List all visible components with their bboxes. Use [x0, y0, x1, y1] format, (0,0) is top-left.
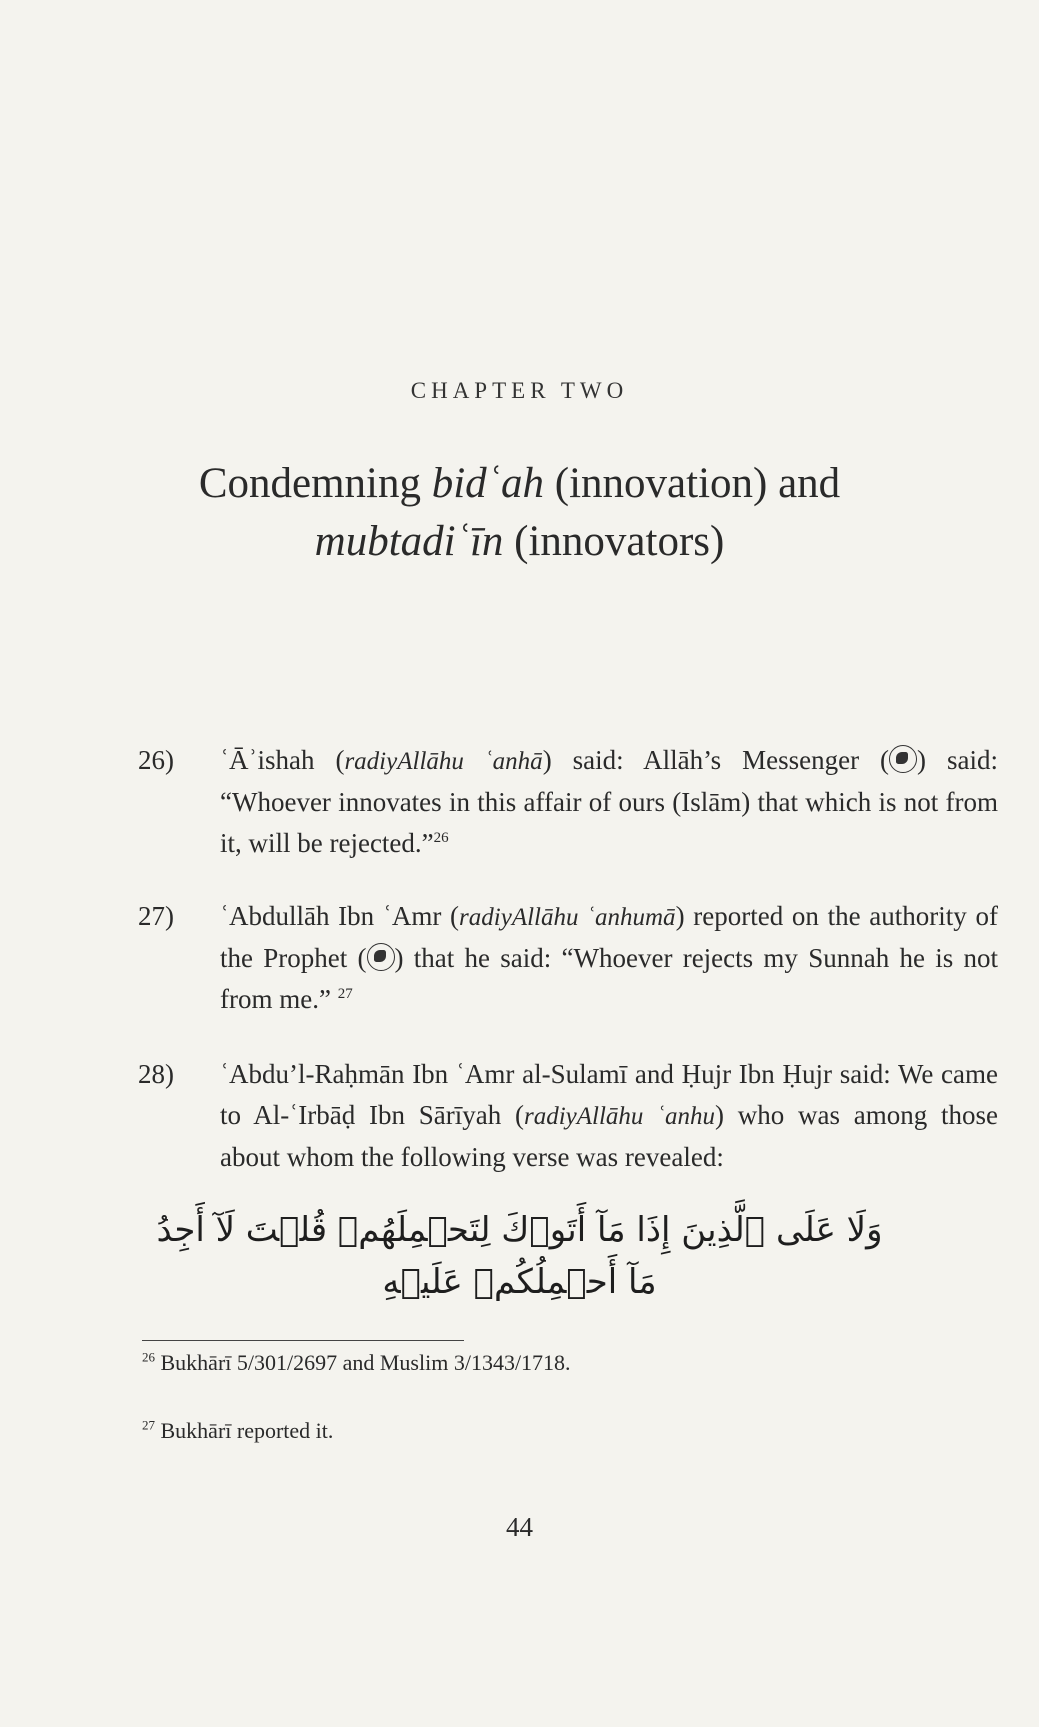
hadith-number: 28)	[138, 1059, 174, 1089]
salawat-icon	[889, 745, 917, 773]
hadith-text	[220, 1054, 998, 1178]
quran-verse-line-1: وَلَا عَلَى ٱلَّذِينَ إِذَا مَآ أَتَوۡكَ لِتَحۡمِلَهُمۡ قُلۡتَ لَآ أَجِدُ	[156, 1210, 883, 1250]
hadith-number: 26)	[138, 745, 174, 775]
footnote-26	[142, 1350, 571, 1376]
footnote-number: 27	[142, 1417, 155, 1433]
hadith-number: 27)	[138, 901, 174, 931]
chapter-title	[0, 455, 1039, 571]
honorific: radiyAllāhu ʿanhu	[523, 1103, 715, 1130]
footnote-text: Bukhārī reported it.	[155, 1418, 334, 1443]
footnote-number: 26	[142, 1349, 155, 1365]
hadith-text-part: ) that he said: “Whoever rejects my Sunnah he is not from me.”	[220, 943, 998, 1014]
hadith-text-part: ) reported on the authority of the Prophet (	[220, 901, 998, 973]
hadith-text-part: ) said: Allāh’s Messenger (	[542, 745, 890, 775]
hadith-text-part: ʿĀʾishah (	[220, 745, 345, 775]
chapter-title-term: bidʿah	[431, 460, 545, 507]
chapter-title-part: (innovators)	[503, 518, 725, 565]
honorific: radiyAllāhu ʿanhā	[344, 748, 543, 775]
page-number: 44	[506, 1512, 533, 1542]
quran-verse-line-2: مَآ أَحۡمِلُكُمۡ عَلَيۡهِ	[382, 1262, 657, 1302]
chapter-title-term: mubtadiʿīn	[314, 518, 504, 565]
chapter-title-part: Condemning	[198, 460, 432, 507]
hadith-text	[220, 896, 998, 1020]
hadith-text-part: ) who was among those about whom the following verse was revealed:	[220, 1100, 998, 1172]
chapter-title-part: (innovation) and	[544, 460, 841, 507]
footnote-text: Bukhārī 5/301/2697 and Muslim 3/1343/1718.	[155, 1350, 571, 1375]
footnote-divider	[142, 1340, 464, 1341]
hadith-text-part: ʿAbdu’l-Raḥmān Ibn ʿAmr al-Sulamī and Ḥujr Ibn Ḥujr said: We came to Al-ʿIrbāḍ Ibn Sārīyah (	[220, 1059, 998, 1130]
hadith-text-part: ʿAbdullāh Ibn ʿAmr (	[220, 901, 460, 931]
salawat-icon	[367, 943, 395, 971]
honorific: radiyAllāhu ʿanhumā	[459, 904, 676, 931]
footnote-27	[142, 1418, 333, 1444]
chapter-label: CHAPTER TWO	[410, 378, 629, 403]
footnote-ref[interactable]: 27	[337, 986, 353, 1002]
footnote-ref[interactable]: 26	[433, 830, 449, 846]
hadith-text-part: ) said: “Whoever innovates in this affair of ours (Islām) that which is not from it, will be rejected.”	[220, 745, 998, 858]
hadith-text	[220, 740, 998, 864]
